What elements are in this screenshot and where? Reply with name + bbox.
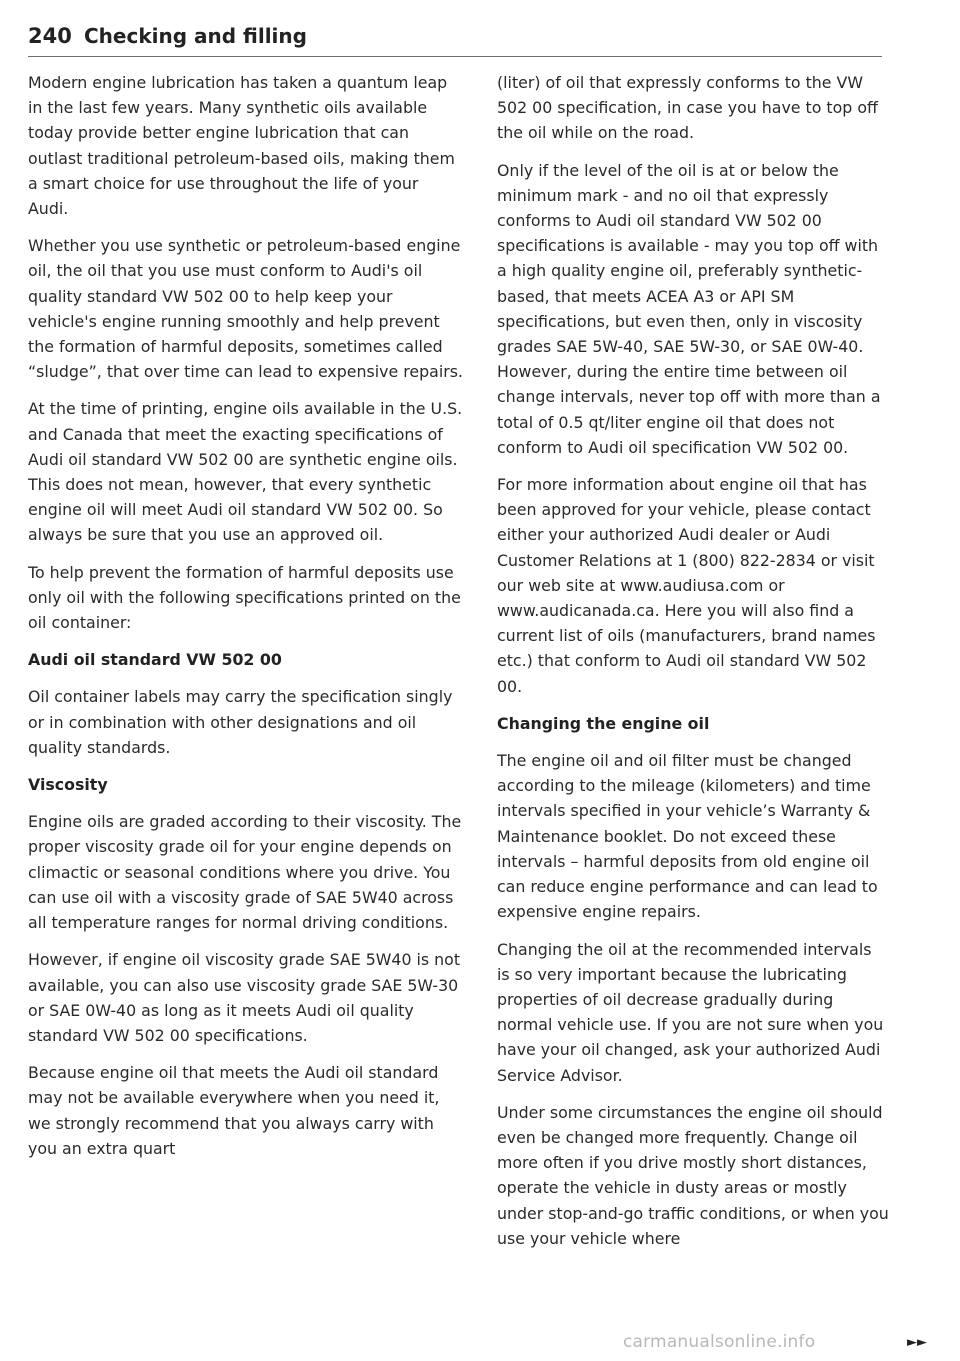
paragraph: (liter) of oil that expressly conforms to the VW 502 00 specification, in case you have to top off the oil while on the road. [497,73,878,143]
paragraph: Modern engine lubrication has taken a quantum leap in the last few years. Many synthetic oils available today provide better engine lubrication that can outlast traditional petroleum-based oils, making them a smart choice for use throughout the life of your Audi. [28,73,455,219]
paragraph: Whether you use synthetic or petroleum-based engine oil, the oil that you use must conform to Audi's oil quality standard VW 502 00 to help keep your vehicle's engine running smoothly and help prevent the formation of harmful deposits, sometimes called “sludge”, that over time can lead to expensive repairs. [28,236,463,382]
heading-changing-oil: Changing the engine oil [497,713,710,733]
page-number: 240 [28,24,72,48]
paragraph: To help prevent the formation of harmful deposits use only oil with the following specifications printed on the oil container: [28,562,461,633]
heading-oil-standard: Audi oil standard VW 502 00 [28,650,282,670]
paragraph: The engine oil and oil filter must be changed according to the mileage (kilometers) and time intervals specified in your vehicle’s Warranty & Maintenance booklet. Do not exceed these intervals – harmful deposits from old engine oil can reduce engine performance and can lead to expensive engine repairs. [497,751,878,922]
paragraph: Because engine oil that meets the Audi oil standard may not be available everywhere when you need it, we strongly recommend that you always carry with you an extra quart [28,1063,440,1158]
paragraph: Under some circumstances the engine oil should even be changed more frequently. Change oil more often if you drive mostly short distances, operate the vehicle in dusty areas or mostly under stop-and-go traffic conditions, or when you use your vehicle where [497,1102,889,1248]
paragraph: Oil container labels may carry the specification singly or in combination with other designations and oil quality standards. [28,687,453,757]
heading-viscosity: Viscosity [28,775,108,795]
right-column [497,70,889,1263]
paragraph: Only if the level of the oil is at or below the minimum mark - and no oil that expressly conforms to Audi oil standard VW 502 00 specifications is available - may you top off with a high quality engine oil, preferably synthetic-based, that meets ACEA A3 or API SM specifications, but even then, only in viscosity grades SAE 5W-40, SAE 5W-30, or SAE 0W-40. However, during the entire time between oil change intervals, never top off with more than a total of 0.5 qt/liter engine oil that does not conform to Audi oil specification VW 502 00. [497,160,881,457]
paragraph: However, if engine oil viscosity grade SAE 5W40 is not available, you can also use viscosity grade SAE 5W-30 or SAE 0W-40 as long as it meets Audi oil quality standard VW 502 00 specifications. [28,950,461,1045]
section-title: Checking and filling [84,24,307,48]
paragraph: For more information about engine oil that has been approved for your vehicle, please contact either your authorized Audi dealer or Audi Customer Relations at 1 (800) 822-2834 or visit our web site at www.audiusa.com or www.audicanada.ca. Here you will also find a current list of oils (manufacturers, brand names etc.) that conform to Audi oil standard VW 502 00. [497,475,876,696]
watermark: carmanualsonline.info [623,1332,816,1352]
paragraph: At the time of printing, engine oils available in the U.S. and Canada that meet the exacting specifications of Audi oil standard VW 502 00 are synthetic engine oils. This does not mean, however, that every synthetic engine oil will meet Audi oil standard VW 502 00. So always be sure that you use an approved oil. [28,399,463,545]
page-header [28,22,882,57]
continue-arrow-icon: ►► [907,1335,927,1350]
paragraph: Changing the oil at the recommended intervals is so very important because the lubricating properties of oil decrease gradually during normal vehicle use. If you are not sure when you have your oil changed, ask your authorized Audi Service Advisor. [497,939,884,1085]
left-column [28,70,463,1173]
paragraph: Engine oils are graded according to their viscosity. The proper viscosity grade oil for your engine depends on climactic or seasonal conditions where you drive. You can use oil with a viscosity grade of SAE 5W40 across all temperature ranges for normal driving conditions. [28,812,462,933]
